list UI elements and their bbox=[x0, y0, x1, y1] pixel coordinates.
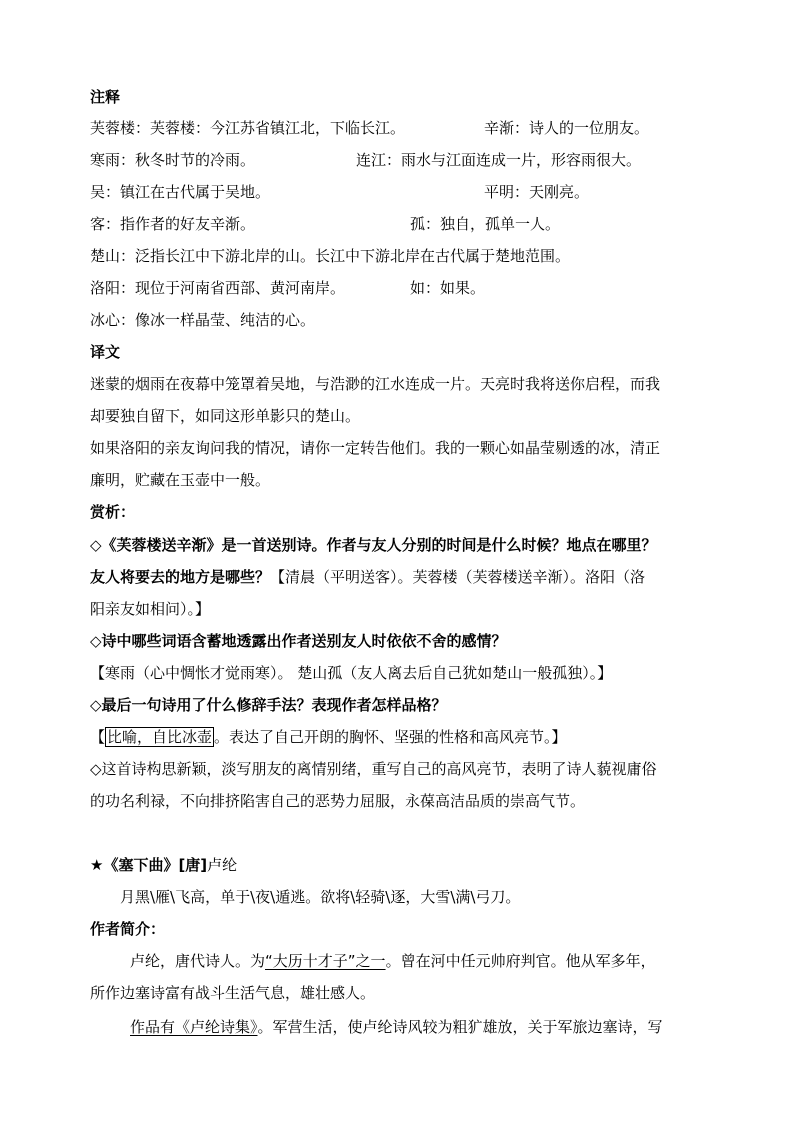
answer-1: 【清晨（平明送客）。芙蓉楼（芙蓉楼送辛渐）。洛阳（洛 bbox=[270, 568, 646, 586]
summary-line: 的功名利禄，不向排挤陷害自己的恶势力屈服，永葆高洁品质的崇高气节。 bbox=[90, 792, 586, 810]
note-xinjian: 辛渐：诗人的一位朋友。 bbox=[484, 119, 650, 137]
author-intro-p1-a: 卢纶，唐代诗人。为 bbox=[130, 952, 266, 970]
answer-3-rest: 。表达了自己开朗的胸怀、坚强的性格和高风亮节。】 bbox=[214, 728, 567, 746]
translation-heading: 译文 bbox=[90, 343, 121, 361]
author-intro-p1-b: 。曾在河中任元帅府判官。他从军多年， bbox=[385, 952, 656, 970]
note-gu: 孤：独自，孤单一人。 bbox=[410, 215, 561, 233]
question-1-bold: 友人将要去的地方是哪些？ bbox=[90, 568, 271, 586]
note-bingxin: 冰心：像冰一样晶莹、纯洁的心。 bbox=[90, 311, 316, 329]
question-3: ◇最后一句诗用了什么修辞手法？表现作者怎样品格？ bbox=[90, 696, 447, 714]
poem2-author: 卢纶 bbox=[207, 856, 238, 874]
note-pingming: 平明：天刚亮。 bbox=[484, 183, 590, 201]
note-furonglou: 芙蓉楼：芙蓉楼：今江苏省镇江北，下临长江。 bbox=[90, 119, 406, 137]
note-lianjiang: 连江：雨水与江面连成一片，形容雨很大。 bbox=[356, 151, 642, 169]
translation-line: 廉明，贮藏在玉壶中一般。 bbox=[90, 471, 271, 489]
author-intro-p2-rest: 。军营生活，使卢纶诗风较为粗犷雄放，关于军旅边塞诗，写 bbox=[257, 1018, 663, 1036]
appreciation-heading: 赏析： bbox=[90, 503, 136, 521]
notes-heading: 注释 bbox=[90, 88, 121, 106]
question-2: ◇诗中哪些词语含蓄地透露出作者送别友人时依依不舍的感情？ bbox=[90, 632, 507, 650]
note-wu: 吴：镇江在古代属于吴地。 bbox=[90, 183, 271, 201]
note-ru: 如：如果。 bbox=[410, 279, 486, 297]
note-chushan: 楚山：泛指长江中下游北岸的山。长江中下游北岸在古代属于楚地范围。 bbox=[90, 247, 571, 265]
author-intro-heading: 作者简介： bbox=[90, 920, 166, 938]
poem2-title-bold: ★《塞下曲》[唐] bbox=[90, 856, 208, 874]
note-ke: 客：指作者的好友辛渐。 bbox=[90, 215, 256, 233]
answer-3-boxed: 比喻，自比冰壶 bbox=[107, 728, 213, 746]
answer-2: 【寒雨（心中惆怅才觉雨寒）。 楚山孤（友人离去后自己犹如楚山一般孤独）。】 bbox=[90, 664, 613, 682]
author-intro-p1 bbox=[130, 951, 656, 971]
answer-3-open: 【 bbox=[90, 728, 106, 746]
answer-1-line3: 阳亲友如相问）。】 bbox=[90, 600, 211, 618]
poem2-title bbox=[90, 855, 237, 875]
author-intro-underlined: “大历十才子”之一 bbox=[265, 952, 386, 970]
author-intro-p2 bbox=[130, 1017, 663, 1037]
translation-line: 迷蒙的烟雨在夜幕中笼罩着吴地，与浩渺的江水连成一片。天亮时我将送你启程，而我 bbox=[90, 375, 661, 393]
note-luoyang: 洛阳：现位于河南省西部、黄河南岸。 bbox=[90, 279, 346, 297]
author-intro-works: 作品有《卢纶诗集》 bbox=[130, 1018, 258, 1036]
question-1-line2 bbox=[90, 567, 645, 587]
note-hanyu: 寒雨：秋冬时节的冷雨。 bbox=[90, 151, 256, 169]
poem2-text: 月黑\雁\飞高，单于\夜\遁逃。欲将\轻骑\逐，大雪\满\弓刀。 bbox=[120, 888, 521, 906]
author-intro-p1-line2: 所作边塞诗富有战斗生活气息，雄壮感人。 bbox=[90, 984, 376, 1002]
question-1: ◇《芙蓉楼送辛渐》是一首送别诗。作者与友人分别的时间是什么时候？地点在哪里？ bbox=[90, 536, 657, 554]
summary-line: ◇这首诗构思新颖，淡写朋友的离情别绪，重写自己的高风亮节，表明了诗人藐视庸俗 bbox=[90, 760, 657, 778]
answer-3 bbox=[90, 727, 567, 747]
note-row bbox=[90, 118, 405, 138]
translation-line: 如果洛阳的亲友询问我的情况，请你一定转告他们。我的一颗心如晶莹剔透的冰，清正 bbox=[90, 439, 661, 457]
translation-line: 却要独自留下，如同这形单影只的楚山。 bbox=[90, 407, 361, 425]
